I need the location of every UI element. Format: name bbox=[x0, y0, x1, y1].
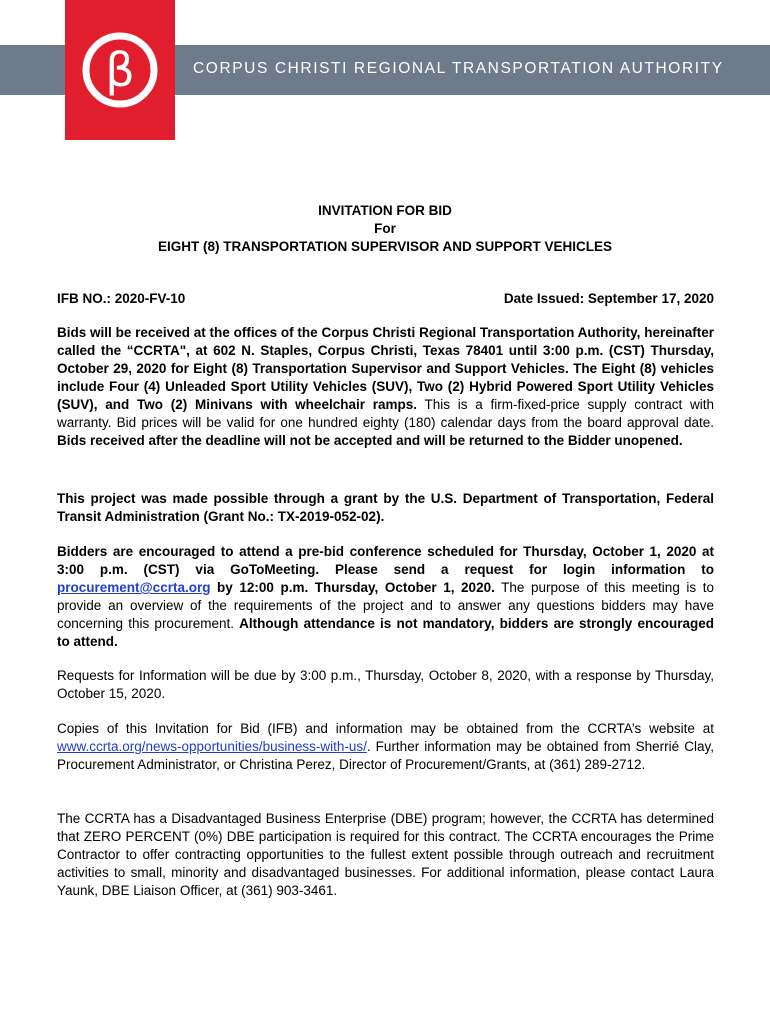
organization-name: CORPUS CHRISTI REGIONAL TRANSPORTATION AUTHORITY bbox=[193, 60, 724, 77]
doc-title-line1: INVITATION FOR BID bbox=[318, 203, 452, 218]
p3-bold-c: Although attendance is not mandatory, bidders are strongly encouraged to attend. bbox=[57, 616, 715, 649]
paragraph-copies bbox=[57, 720, 714, 774]
paragraph-grant bbox=[57, 490, 714, 526]
ccrta-website-link[interactable]: www.ccrta.org/news-opportunities/business-with-us/ bbox=[57, 739, 367, 754]
doc-title-line2: For bbox=[374, 221, 396, 236]
ccrta-logo bbox=[65, 0, 175, 140]
paragraph-dbe bbox=[57, 810, 714, 900]
p2-bold: This project was made possible through a grant by the U.S. Department of Transportation, Federal Transit Administration (Grant No.: TX-2019-052-02). bbox=[57, 491, 714, 524]
logo-beta-glyph: β bbox=[105, 43, 135, 97]
meta-row bbox=[57, 291, 714, 306]
p1-normal: This is a firm-fixed-price supply contract with warranty. Bid prices will be valid for one hundred eighty (180) calendar days from the board approval date. bbox=[57, 397, 714, 430]
p4-text: Requests for Information will be due by 3:00 p.m., Thursday, October 8, 2020, with a response by Thursday, October 15, 2020. bbox=[57, 668, 714, 701]
paragraph-bid-receipt bbox=[57, 324, 714, 450]
paragraph-rfi bbox=[57, 667, 714, 703]
paragraph-pre-bid-conference bbox=[57, 543, 714, 651]
p1-bold: Bids will be received at the offices of the Corpus Christi Regional Transportation Authority, hereinafter called the “CCRTA", at 602 N. Staples, Corpus Christi, Texas 78401 until 3:00 p.m. (CST) Thursday, October 29, 2020 for Eight (8) Transportation Supervisor and Support Vehicles. The Eight (8) vehicles include Four (4) Unleaded Sport Utility Vehicles (SUV), Two (2) Hybrid Powered Sport Utility Vehicles (SUV), and Two (2) Minivans with wheelchair ramps. bbox=[57, 325, 714, 412]
procurement-email-link[interactable]: procurement@ccrta.org bbox=[57, 580, 211, 595]
p6-text: The CCRTA has a Disadvantaged Business Enterprise (DBE) program; however, the CCRTA has determined that ZERO PERCENT (0%) DBE participation is required for this contract. The CCRTA encourages the Prime Contractor to offer contracting opportunities to the fullest extent possible through outreach and recruitment activities to small, minority and disadvantaged businesses. For additional information, please contact Laura Yaunk, DBE Liaison Officer, at (361) 903-3461. bbox=[57, 811, 714, 898]
p5-text-a: Copies of this Invitation for Bid (IFB) and information may be obtained from the CCRTA’s website at bbox=[57, 721, 714, 736]
p3-bold-b: by 12:00 p.m. Thursday, October 1, 2020. bbox=[210, 580, 495, 595]
date-issued: Date Issued: September 17, 2020 bbox=[503, 291, 714, 306]
doc-title-line3: EIGHT (8) TRANSPORTATION SUPERVISOR AND SUPPORT VEHICLES bbox=[157, 239, 613, 254]
ccrta-logo-mark bbox=[65, 0, 175, 140]
p1-deadline-warning: Bids received after the deadline will not be accepted and will be returned to the Bidder unopened. bbox=[57, 433, 683, 448]
ifb-number: IFB NO.: 2020-FV-10 bbox=[57, 291, 186, 306]
p3-bold-a: Bidders are encouraged to attend a pre-bid conference scheduled for Thursday, October 1, 2020 at 3:00 p.m. (CST) via GoToMeeting. Please send a request for login information to bbox=[57, 544, 714, 577]
p3-normal: The purpose of this meeting is to provide an overview of the requirements of the project and to answer any questions bidders may have concerning this procurement. bbox=[57, 580, 714, 631]
p5-text-b: . Further information may be obtained from Sherrié Clay, Procurement Administrator, or Christina Perez, Director of Procurement/Grants, at (361) 289-2712. bbox=[57, 739, 714, 772]
